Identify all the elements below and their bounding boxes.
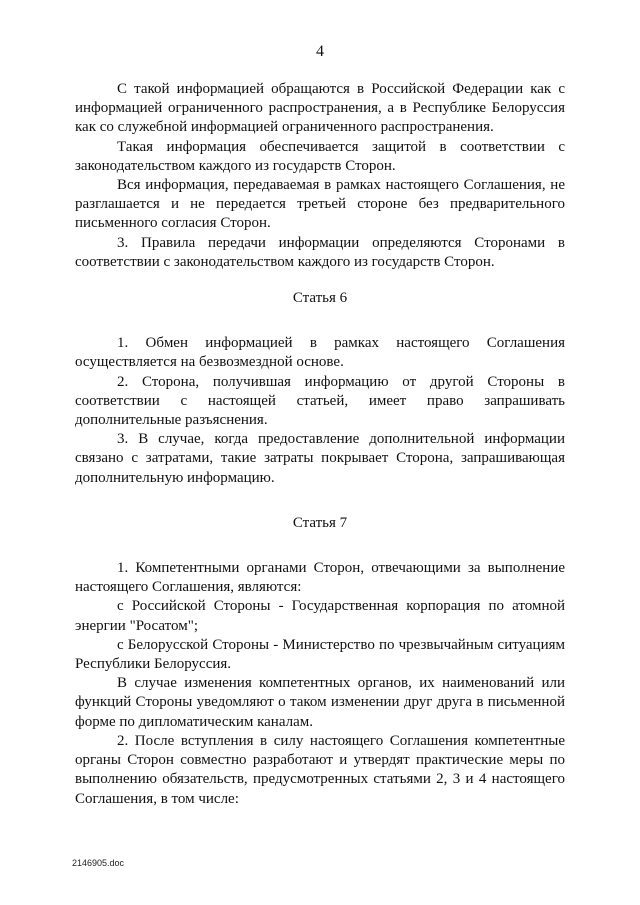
- paragraph: 2. После вступления в силу настоящего Соглашения компетентные органы Сторон совместно разработают и утвердят практические меры по выполнению обязательств, предусмотренных статьями 2, 3 и 4 настоящего Соглашения, в том числе:: [75, 732, 565, 807]
- paragraph: 2. Сторона, получившая информацию от другой Стороны в соответствии с настоящей статьей, имеет право запрашивать дополнительные разъяснения.: [75, 373, 565, 429]
- paragraph: 1. Обмен информацией в рамках настоящего Соглашения осуществляется на безвозмездной основе.: [75, 335, 565, 371]
- page-number: 4: [316, 43, 324, 60]
- file-name-footer: 2146905.doc: [72, 858, 125, 868]
- article-7-heading: Статья 7: [292, 514, 348, 531]
- document-body: [75, 80, 565, 809]
- paragraph: с Российской Стороны - Государственная корпорация по атомной энергии "Росатом";: [75, 598, 565, 634]
- paragraph: Такая информация обеспечивается защитой в соответствии с законодательством каждого из государств Сторон.: [75, 138, 565, 174]
- paragraph: С такой информацией обращаются в Российской Федерации как с информацией ограниченного распространения, а в Республике Белоруссия как со служебной информацией ограниченного распространения.: [75, 81, 565, 136]
- article-6-heading: Статья 6: [292, 290, 348, 307]
- paragraph: 3. В случае, когда предоставление дополнительной информации связано с затратами, такие затраты покрывает Сторона, запрашивающая дополнительную информацию.: [75, 431, 565, 486]
- paragraph: В случае изменения компетентных органов, их наименований или функций Стороны уведомляют о таком изменении друг друга в письменной форме по дипломатическим каналам.: [75, 675, 565, 730]
- paragraph: 1. Компетентными органами Сторон, отвечающими за выполнение настоящего Соглашения, являются:: [75, 560, 565, 596]
- paragraph: с Белорусской Стороны - Министерство по чрезвычайным ситуациям Республики Белоруссия.: [75, 636, 565, 673]
- paragraph: 3. Правила передачи информации определяются Сторонами в соответствии с законодательством каждого из государств Сторон.: [75, 234, 565, 270]
- paragraph: Вся информация, передаваемая в рамках настоящего Соглашения, не разглашается и не передается третьей стороне без предварительного письменного согласия Сторон.: [75, 177, 565, 232]
